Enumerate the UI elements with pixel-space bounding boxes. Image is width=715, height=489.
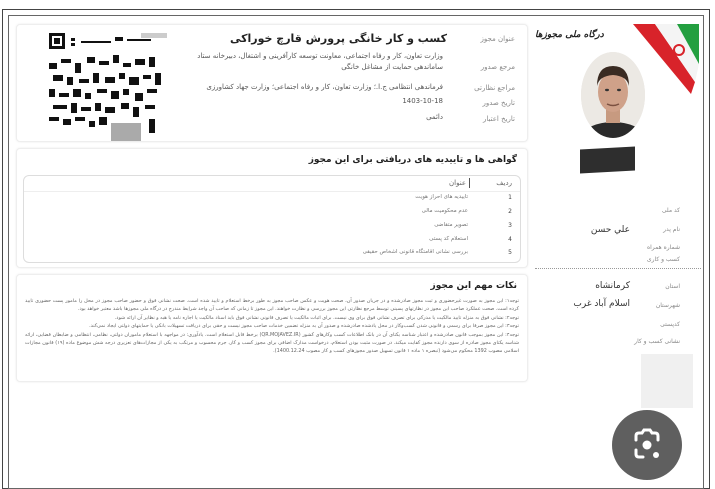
applicant-photo xyxy=(581,52,645,138)
note-paragraph-2: توجه۲: نشانی فوق به منزله تایید مالکیت یا مدرکی برای تصرف نشانی فوق برای وی نیست. برای اثبات مالکیت یا تصرف قانونی نشانی فوق باید اسناد مالکیت یا اجاره نامه یا هبه و نظایر آن ارائه شود. xyxy=(114,314,519,321)
table-row xyxy=(24,236,520,250)
certificates-card xyxy=(16,148,528,268)
row-title: استعلام کد پستی xyxy=(429,236,468,242)
table-row xyxy=(24,208,520,222)
business-address-label: نشانی کسب و کار xyxy=(634,338,680,345)
issue-date-value: 1403-10-18 xyxy=(402,97,443,105)
header-divider xyxy=(24,191,520,192)
google-lens-button[interactable] xyxy=(612,410,682,480)
row-title: بررسی نشانی اقامتگاه قانونی اشخاص حقیقی xyxy=(362,249,468,255)
note-paragraph-4: توجه۴: این مجوز بموجب قانون صادرشده و اعتبار شناسه یکتای آن در بانک اطلاعات کسب وکارهای کشور (QR.MOJAVEZ.IR) برخط قابل استعلام است. یادآوری: در مواجهه با استعلام ماموران دولتی، نظامی، انتظامی و ضابطان قضایی، ارائه شناسه یکتای مجوز صادره از سوی دارنده مجوز کفایت میکند. در صورت مثبت بودن استعلام، درخواست مدارک اضافی برای مجوز کسب و کار، جرم محسوب و مرتکب به یکی از مجازات‌های تعزیری درجه شش موضوع ماده (۱۹) قانون مجازات اسلامی مصوب 1392 محکوم می‌شود (تبصره ۱ ماده ۱ قانون تسهیل صدور مجوزهای کسب و کار مصوب 1400.12.24). xyxy=(25,331,520,355)
row-number: 5 xyxy=(508,249,512,256)
certificates-title: گواهی ها و تاییدیه های دریافتی برای این مجوز xyxy=(308,155,517,165)
redacted-name-block xyxy=(580,147,635,174)
qr-code-icon xyxy=(49,33,167,141)
table-row xyxy=(24,194,520,208)
row-title: عدم محکومیت مالی xyxy=(421,208,468,214)
table-row xyxy=(24,249,520,263)
portal-logo: درگاه ملی مجوزها xyxy=(535,30,604,40)
validity-value: دائمی xyxy=(426,113,443,121)
google-lens-icon xyxy=(612,410,682,480)
sidebar-divider xyxy=(535,268,701,269)
license-notes-card xyxy=(16,274,528,382)
issue-date-label: تاریخ صدور xyxy=(482,99,515,107)
notes-title: نکات مهم این مجوز xyxy=(430,281,517,291)
row-number: 4 xyxy=(508,236,512,243)
father-name-label: نام پدر xyxy=(663,226,680,233)
supervisor-label: مراجع نظارتی xyxy=(474,84,515,92)
row-title: تاییدیه های احراز هویت xyxy=(415,194,468,200)
license-title-value: کسب و کار خانگی پرورش قارچ خوراکی xyxy=(230,32,447,45)
mobile-label: شماره همراه xyxy=(646,244,680,251)
note-paragraph-1: توجه۱: این مجوز به صورت غیرحضوری و ثبت مجوز صادرشده و در جریان صدور آن، صحت هویت و عکس صاحب مجوز به طور برخط استعلام و تایید شده است. صحت نشانی فوق و حضور صاحب مجوز در محل را مامور پست حضوری تایید کرده است. صحت عملکرد صاحب این مجوز در نظارتهای پسینی توسط مرجع نظارتی این مجوز بررسی و نظارت خواهند. این مجوز تا زمانی که صاحب آن واجد شرایط مندرج در درگاه ملی مجوزها باشد معتبر خواهد بود. xyxy=(25,298,519,313)
validity-label: تاریخ اعتبار xyxy=(482,115,515,123)
county-value: اسلام آباد غرب xyxy=(573,299,630,309)
supervisor-value: فرماندهی انتظامی ج.ا.؛ وزارت تعاون، کار و رفاه اجتماعی؛ وزارت جهاد کشاورزی xyxy=(206,83,443,91)
license-info-card xyxy=(16,24,528,142)
column-header-row-number: ردیف xyxy=(496,179,512,187)
license-title-label: عنوان مجوز xyxy=(480,35,515,43)
national-id-label: کد ملی xyxy=(661,207,680,214)
column-separator xyxy=(469,178,470,188)
row-number: 1 xyxy=(508,194,512,201)
row-title: تصویر متقاضی xyxy=(434,222,468,228)
issuer-label: مرجع صدور xyxy=(480,63,515,71)
row-number: 2 xyxy=(508,208,512,215)
person-photo-icon xyxy=(581,52,645,138)
column-header-title: عنوان xyxy=(449,179,466,187)
province-label: استان xyxy=(665,283,680,290)
certificates-table xyxy=(23,175,521,263)
postal-code-label: کدپستی xyxy=(660,321,680,328)
row-number: 3 xyxy=(508,222,512,229)
county-label: شهرستان xyxy=(655,302,680,309)
father-name-value: علي حسن xyxy=(590,225,630,235)
business-label: کسب و کاری xyxy=(646,256,680,263)
issuer-value: وزارت تعاون، کار و رفاه اجتماعی، معاونت توسعه کارآفرینی و اشتغال، دبیرخانه ستاد ساماندهی حمایت از مشاغل خانگی xyxy=(197,52,443,71)
table-row xyxy=(24,222,520,236)
province-value: کرمانشاه xyxy=(595,281,630,291)
note-paragraph-3: توجه۳: این مجوز صرفا برای رسمی و قانونی شدن کسب‌وکار در محل یادشده صادرشده و صدور آن به منزله تضمین خدمات صاحب مجوز نیست و حقی برای دریافت تسهیلات بانکی یا حمایتهای دولتی ایجاد نمی‌کند. xyxy=(89,323,519,330)
notes-body xyxy=(25,297,519,356)
blank-image-placeholder xyxy=(641,354,693,408)
